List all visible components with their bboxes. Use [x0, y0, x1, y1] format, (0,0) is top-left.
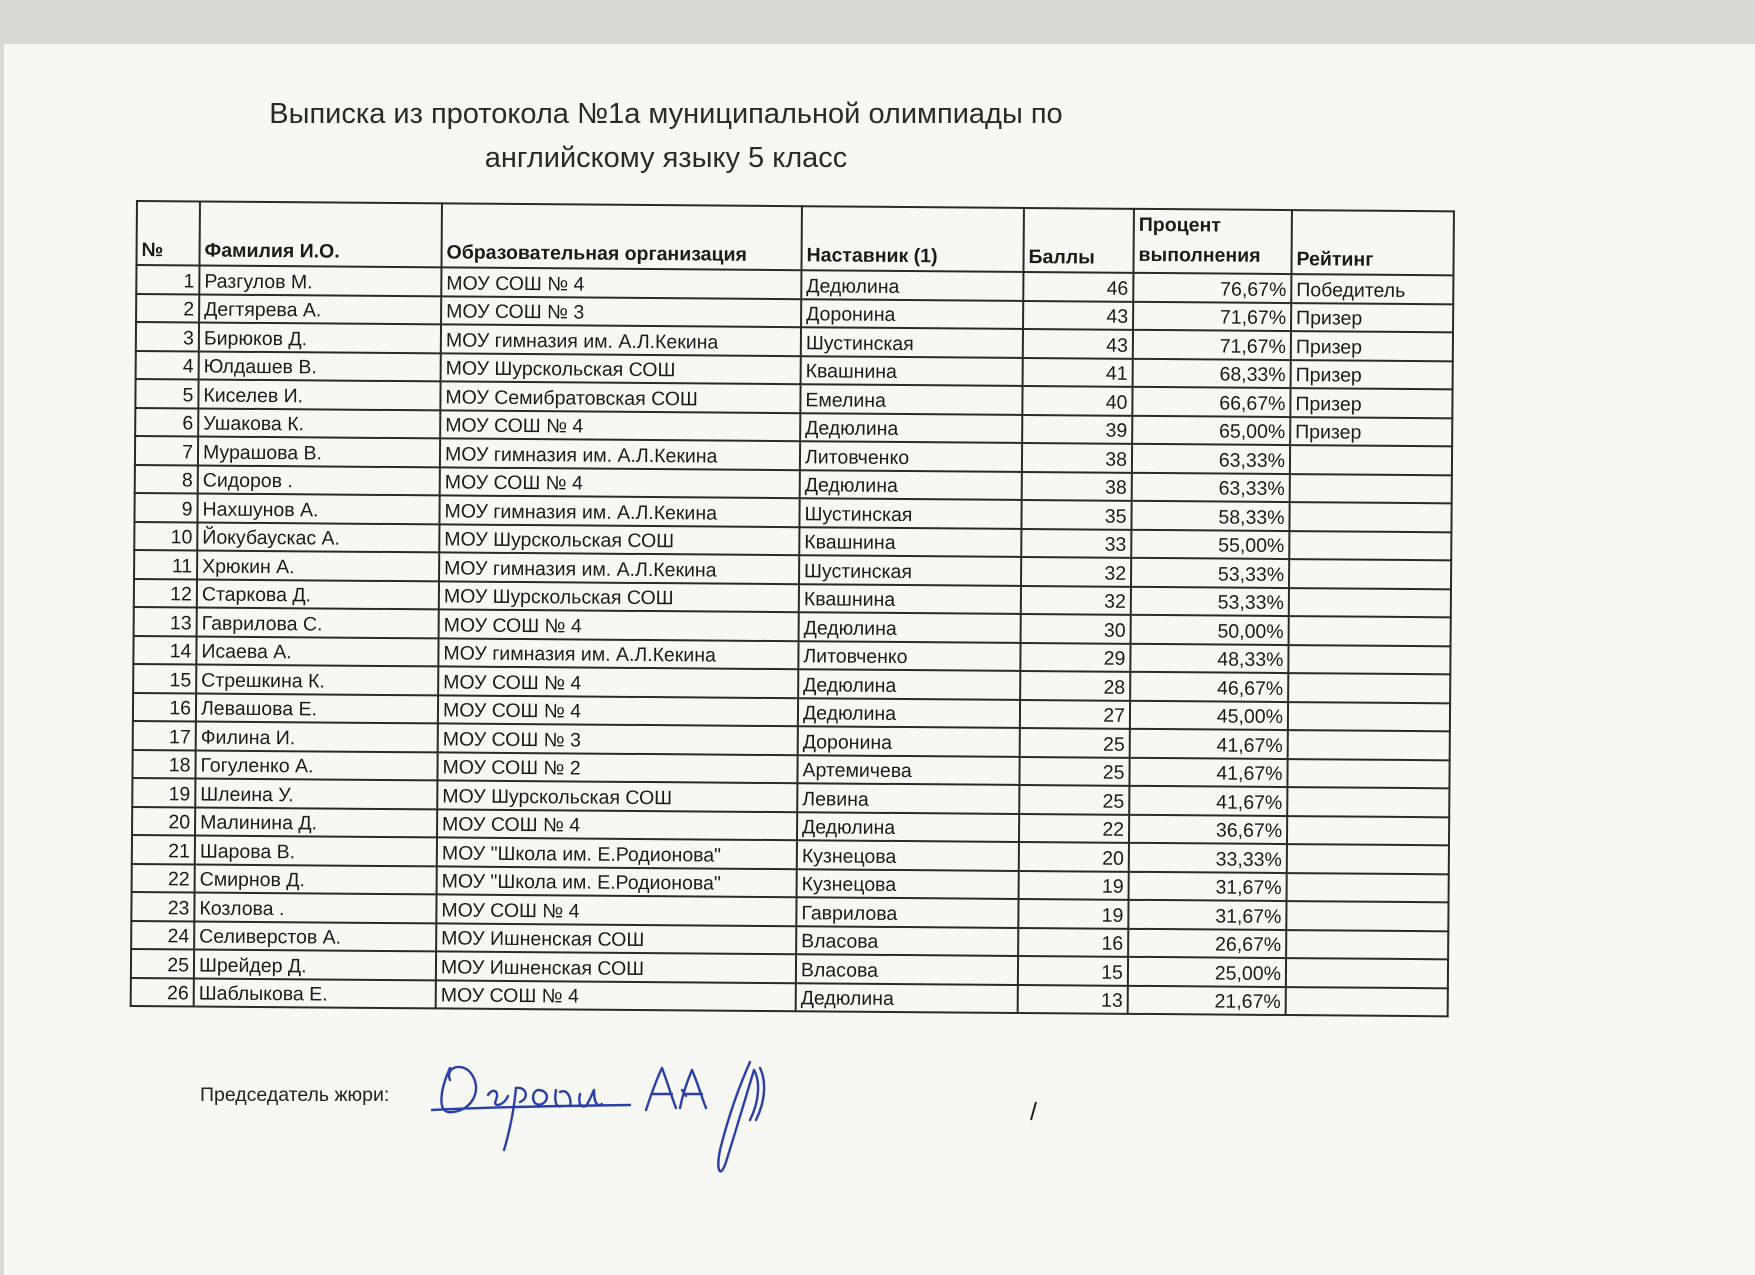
cell-score: 13 — [1018, 984, 1128, 1013]
cell-score: 29 — [1020, 642, 1130, 671]
cell-percent: 31,67% — [1129, 871, 1287, 901]
cell-percent: 50,00% — [1131, 615, 1289, 645]
cell-score: 15 — [1018, 956, 1128, 985]
header-score: Баллы — [1023, 208, 1133, 273]
cell-mentor: Доронина — [801, 299, 1023, 329]
cell-percent: 41,67% — [1130, 729, 1288, 759]
cell-name: Смирнов Д. — [195, 864, 437, 894]
cell-name: Козлова . — [194, 892, 436, 922]
cell-score: 27 — [1020, 699, 1130, 728]
cell-name: Юлдашев В. — [199, 351, 441, 381]
cell-name: Шрейдер Д. — [194, 949, 436, 979]
cell-num: 9 — [134, 493, 197, 522]
results-table-wrapper — [130, 200, 1455, 1017]
title-line-2: английскому языку 5 класс — [484, 142, 848, 174]
cell-name: Киселев И. — [198, 379, 440, 409]
cell-name: Малинина Д. — [195, 807, 437, 837]
cell-org: МОУ СОШ № 4 — [436, 894, 796, 925]
cell-rank — [1287, 787, 1449, 817]
cell-org: МОУ СОШ № 4 — [441, 267, 801, 298]
cell-score: 39 — [1022, 414, 1132, 443]
cell-mentor: Гаврилова — [796, 897, 1018, 927]
cell-mentor: Дедюлина — [797, 812, 1019, 842]
cell-percent: 31,67% — [1128, 900, 1286, 930]
cell-rank — [1287, 816, 1449, 846]
cell-score: 43 — [1023, 300, 1133, 329]
cell-num: 10 — [134, 521, 197, 550]
cell-org: МОУ СОШ № 4 — [440, 467, 800, 498]
cell-num: 26 — [131, 977, 194, 1006]
cell-mentor: Власова — [796, 954, 1018, 984]
cell-org: МОУ "Школа им. Е.Родионова" — [437, 866, 797, 897]
cell-name: Стрешкина К. — [196, 664, 438, 694]
cell-rank — [1286, 958, 1448, 988]
cell-org: МОУ гимназия им. А.Л.Кекина — [438, 638, 798, 669]
cell-org: МОУ Семибратовская СОШ — [440, 381, 800, 412]
header-percent-line-2: выполнения — [1138, 243, 1261, 267]
table-body — [131, 265, 1454, 1016]
cell-num: 8 — [135, 464, 198, 493]
cell-name: Левашова Е. — [196, 693, 438, 723]
cell-mentor: Дедюлина — [798, 669, 1020, 699]
cell-num: 4 — [136, 351, 199, 380]
cell-num: 6 — [135, 408, 198, 437]
cell-rank: Призер — [1291, 303, 1453, 333]
cell-org: МОУ Шурскольская СОШ — [439, 581, 799, 612]
cell-mentor: Дедюлина — [801, 270, 1023, 300]
cell-rank — [1290, 474, 1452, 504]
table-header-row — [136, 201, 1453, 275]
cell-percent: 41,67% — [1129, 786, 1287, 816]
cell-mentor: Артемичева — [797, 755, 1019, 785]
cell-rank — [1289, 531, 1451, 561]
cell-rank — [1287, 844, 1449, 874]
cell-rank — [1287, 759, 1449, 789]
cell-org: МОУ Шурскольская СОШ — [439, 524, 799, 555]
cell-name: Разгулов М. — [199, 266, 441, 296]
cell-name: Исаева А. — [196, 636, 438, 666]
cell-score: 22 — [1019, 813, 1129, 842]
cell-percent: 21,67% — [1128, 985, 1286, 1015]
cell-name: Сидоров . — [198, 465, 440, 495]
cell-rank: Победитель — [1291, 274, 1453, 304]
cell-num: 1 — [136, 265, 199, 294]
cell-org: МОУ СОШ № 4 — [440, 410, 800, 441]
cell-name: Мурашова В. — [198, 436, 440, 466]
cell-percent: 36,67% — [1129, 814, 1287, 844]
cell-percent: 55,00% — [1131, 529, 1289, 559]
handwritten-signature — [430, 1050, 850, 1210]
cell-mentor: Шустинская — [799, 498, 1021, 528]
cell-org: МОУ Ишненская СОШ — [436, 923, 796, 954]
cell-score: 35 — [1021, 500, 1131, 529]
cell-org: МОУ СОШ № 4 — [438, 666, 798, 697]
cell-org: МОУ СОШ № 4 — [438, 695, 798, 726]
cell-percent: 26,67% — [1128, 928, 1286, 958]
cell-percent: 63,33% — [1132, 472, 1290, 502]
cell-score: 32 — [1021, 557, 1131, 586]
cell-rank — [1289, 559, 1451, 589]
cell-score: 16 — [1018, 927, 1128, 956]
cell-org: МОУ Шурскольская СОШ — [437, 780, 797, 811]
header-rank: Рейтинг — [1291, 210, 1453, 275]
header-percent — [1133, 209, 1291, 274]
cell-mentor: Квашнина — [801, 356, 1023, 386]
cell-rank — [1289, 588, 1451, 618]
cell-num: 12 — [134, 578, 197, 607]
cell-name: Филина И. — [196, 721, 438, 751]
cell-score: 19 — [1018, 899, 1128, 928]
cell-mentor: Кузнецова — [797, 869, 1019, 899]
cell-name: Шлеина У. — [195, 778, 437, 808]
cell-rank: Призер — [1290, 417, 1452, 447]
cell-name: Гаврилова С. — [197, 607, 439, 637]
cell-org: МОУ Шурскольская СОШ — [441, 353, 801, 384]
cell-score: 41 — [1023, 357, 1133, 386]
cell-org: МОУ СОШ № 3 — [441, 296, 801, 327]
cell-percent: 41,67% — [1129, 757, 1287, 787]
cell-rank — [1288, 730, 1450, 760]
cell-org: МОУ СОШ № 2 — [437, 752, 797, 783]
cell-score: 30 — [1021, 614, 1131, 643]
cell-rank — [1288, 645, 1450, 675]
document-title — [236, 92, 1096, 180]
cell-percent: 53,33% — [1131, 586, 1289, 616]
cell-num: 2 — [136, 294, 199, 323]
cell-rank — [1286, 930, 1448, 960]
cell-num: 14 — [133, 635, 196, 664]
cell-rank — [1288, 673, 1450, 703]
cell-num: 5 — [135, 379, 198, 408]
cell-org: МОУ Ишненская СОШ — [436, 951, 796, 982]
cell-num: 25 — [131, 949, 194, 978]
cell-org: МОУ гимназия им. А.Л.Кекина — [439, 552, 799, 583]
cell-num: 18 — [132, 749, 195, 778]
cell-rank: Призер — [1291, 331, 1453, 361]
cell-mentor: Квашнина — [799, 584, 1021, 614]
cell-percent: 63,33% — [1132, 444, 1290, 474]
cell-mentor: Шустинская — [799, 555, 1021, 585]
cell-name: Старкова Д. — [197, 579, 439, 609]
cell-num: 23 — [131, 892, 194, 921]
cell-num: 19 — [132, 778, 195, 807]
cell-score: 38 — [1022, 443, 1132, 472]
cell-name: Нахшунов А. — [197, 493, 439, 523]
cell-percent: 68,33% — [1133, 358, 1291, 388]
cell-mentor: Дедюлина — [798, 698, 1020, 728]
cell-mentor: Литовченко — [798, 641, 1020, 671]
cell-score: 25 — [1019, 756, 1129, 785]
header-mentor: Наставник (1) — [801, 206, 1023, 272]
cell-rank — [1286, 901, 1448, 931]
cell-score: 20 — [1019, 842, 1129, 871]
cell-num: 3 — [136, 322, 199, 351]
cell-num: 22 — [132, 863, 195, 892]
cell-org: МОУ гимназия им. А.Л.Кекина — [439, 495, 799, 526]
stray-mark — [1028, 1100, 1040, 1122]
cell-org: МОУ СОШ № 4 — [436, 980, 796, 1011]
cell-num: 13 — [134, 607, 197, 636]
header-org: Образовательная организация — [441, 203, 801, 270]
cell-score: 25 — [1020, 728, 1130, 757]
cell-num: 15 — [133, 664, 196, 693]
cell-percent: 76,67% — [1133, 273, 1291, 303]
cell-mentor: Дедюлина — [800, 413, 1022, 443]
cell-name: Шарова В. — [195, 835, 437, 865]
cell-num: 11 — [134, 550, 197, 579]
cell-mentor: Власова — [796, 926, 1018, 956]
cell-mentor: Квашнина — [799, 527, 1021, 557]
cell-org: МОУ СОШ № 3 — [438, 723, 798, 754]
cell-rank: Призер — [1290, 388, 1452, 418]
cell-name: Селиверстов А. — [194, 921, 436, 951]
cell-num: 21 — [132, 835, 195, 864]
cell-rank — [1286, 987, 1448, 1017]
cell-score: 28 — [1020, 671, 1130, 700]
cell-rank — [1289, 502, 1451, 532]
cell-rank — [1290, 445, 1452, 475]
cell-name: Бирюков Д. — [199, 322, 441, 352]
cell-score: 25 — [1019, 785, 1129, 814]
cell-name: Ушакова К. — [198, 408, 440, 438]
cell-mentor: Дедюлина — [796, 983, 1018, 1013]
results-table — [130, 200, 1455, 1017]
cell-rank — [1288, 702, 1450, 732]
cell-mentor: Литовченко — [800, 441, 1022, 471]
cell-org: МОУ "Школа им. Е.Родионова" — [437, 837, 797, 868]
cell-num: 17 — [133, 721, 196, 750]
cell-mentor: Левина — [797, 783, 1019, 813]
header-percent-line-1: Процент — [1138, 213, 1221, 237]
cell-score: 33 — [1021, 528, 1131, 557]
cell-mentor: Шустинская — [801, 327, 1023, 357]
cell-mentor: Емелина — [800, 384, 1022, 414]
cell-org: МОУ СОШ № 4 — [439, 609, 799, 640]
cell-percent: 58,33% — [1131, 501, 1289, 531]
cell-mentor: Кузнецова — [797, 840, 1019, 870]
cell-score: 32 — [1021, 585, 1131, 614]
header-num: № — [136, 201, 200, 265]
cell-num: 24 — [131, 920, 194, 949]
cell-score: 19 — [1019, 870, 1129, 899]
cell-org: МОУ СОШ № 4 — [437, 809, 797, 840]
cell-percent: 71,67% — [1133, 330, 1291, 360]
cell-name: Гогуленко А. — [195, 750, 437, 780]
cell-percent: 33,33% — [1129, 843, 1287, 873]
cell-percent: 65,00% — [1132, 415, 1290, 445]
jury-chair-label: Председатель жюри: — [200, 1084, 390, 1106]
cell-score: 40 — [1022, 386, 1132, 415]
cell-org: МОУ гимназия им. А.Л.Кекина — [441, 324, 801, 355]
cell-percent: 46,67% — [1130, 672, 1288, 702]
cell-percent: 48,33% — [1130, 643, 1288, 673]
cell-percent: 71,67% — [1133, 301, 1291, 331]
cell-rank — [1289, 616, 1451, 646]
cell-percent: 45,00% — [1130, 700, 1288, 730]
cell-name: Хрюкин А. — [197, 550, 439, 580]
cell-percent: 53,33% — [1131, 558, 1289, 588]
cell-num: 7 — [135, 436, 198, 465]
cell-percent: 25,00% — [1128, 957, 1286, 987]
cell-num: 20 — [132, 806, 195, 835]
title-line-1: Выписка из протокола №1а муниципальной олимпиады по — [269, 98, 1063, 130]
cell-org: МОУ гимназия им. А.Л.Кекина — [440, 438, 800, 469]
cell-percent: 66,67% — [1132, 387, 1290, 417]
cell-mentor: Дедюлина — [800, 470, 1022, 500]
cell-mentor: Дедюлина — [799, 612, 1021, 642]
cell-name: Йокубаускас А. — [197, 522, 439, 552]
cell-rank: Призер — [1291, 360, 1453, 390]
cell-mentor: Доронина — [798, 726, 1020, 756]
cell-num: 16 — [133, 692, 196, 721]
cell-name: Шаблыкова Е. — [194, 978, 436, 1008]
cell-score: 43 — [1023, 329, 1133, 358]
cell-score: 38 — [1022, 471, 1132, 500]
cell-rank — [1287, 873, 1449, 903]
cell-name: Дегтярева А. — [199, 294, 441, 324]
header-name: Фамилия И.О. — [199, 202, 441, 268]
cell-score: 46 — [1023, 272, 1133, 301]
